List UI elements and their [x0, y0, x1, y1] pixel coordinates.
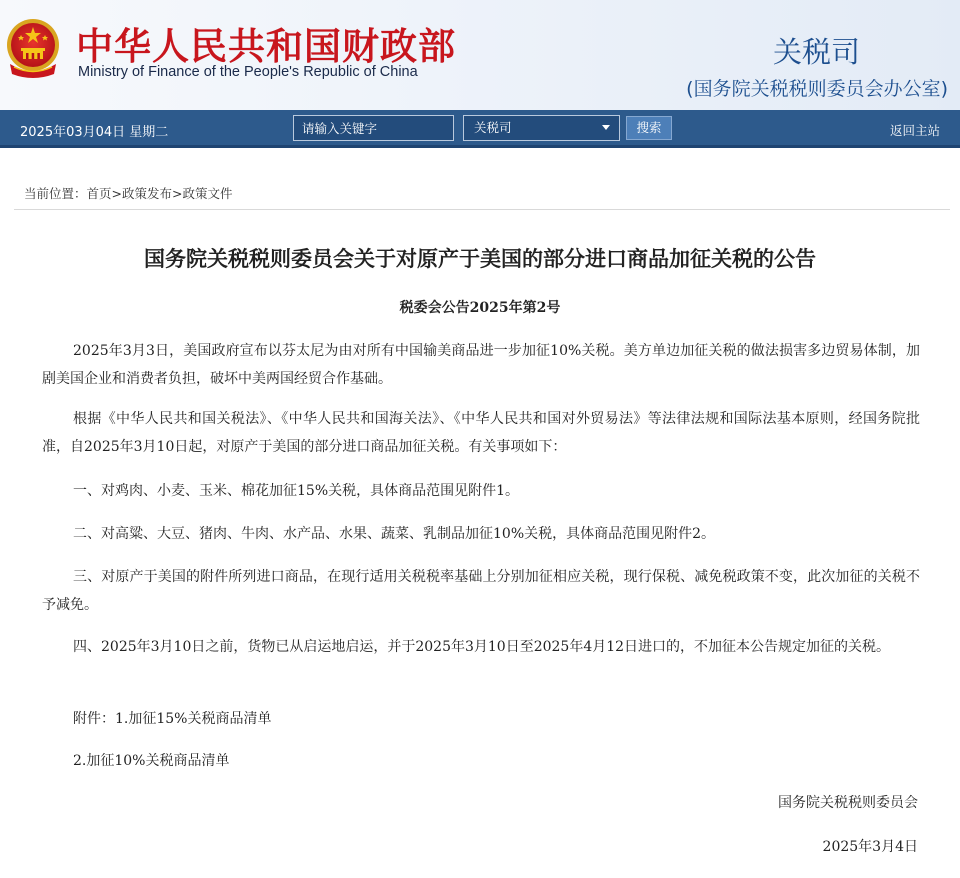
- paragraph-background: 2025年3月3日，美国政府宣布以芬太尼为由对所有中国输美商品进一步加征10%关税。美方单边加征关税的做法损害多边贸易体制，加剧美国企业和消费者负担，破坏中美两国经贸合作基础。: [42, 343, 920, 387]
- document-number: 税委会公告2025年第2号: [399, 300, 561, 316]
- page-title: 国务院关税税则委员会关于对原产于美国的部分进口商品加征关税的公告: [144, 247, 816, 271]
- department-select-value: 关税司: [474, 120, 512, 135]
- paragraph-legal-basis: 根据《中华人民共和国关税法》、《中华人民共和国海关法》、《中华人民共和国对外贸易法》等法律法规和国际法基本原则，经国务院批准，自2025年3月10日起，对原产于美国的部分进口商品加征关税。有关事项如下：: [42, 411, 920, 455]
- nav-bar: [0, 110, 960, 148]
- department-select[interactable]: [463, 115, 620, 141]
- ministry-name-en: Ministry of Finance of the People's Republic of China: [78, 64, 418, 80]
- search-button[interactable]: 搜索: [626, 116, 672, 140]
- breadcrumb: 当前位置：首页>政策发布>政策文件: [24, 186, 233, 201]
- current-date: 2025年03月04日 星期二: [20, 125, 169, 140]
- attachment-link-2[interactable]: 2.加征10%关税商品清单: [73, 753, 230, 769]
- paragraph-item-4: 四、2025年3月10日之前，货物已从启运地启运，并于2025年3月10日至2025年4月12日进口的，不加征本公告规定加征的关税。: [73, 639, 891, 655]
- breadcrumb-divider: [14, 209, 950, 210]
- paragraph-item-1: 一、对鸡肉、小麦、玉米、棉花加征15%关税，具体商品范围见附件1。: [73, 483, 520, 499]
- paragraph-item-3: 三、对原产于美国的附件所列进口商品，在现行适用关税税率基础上分别加征相应关税，现行保税、减免税政策不变，此次加征的关税不予减免。: [42, 569, 920, 613]
- department-subtitle: (国务院关税税则委员会办公室): [686, 78, 948, 100]
- signature-date: 2025年3月4日: [822, 839, 918, 855]
- attachment-link-1[interactable]: 附件：1.加征15%关税商品清单: [73, 711, 272, 727]
- return-home-link[interactable]: 返回主站: [889, 123, 940, 138]
- national-emblem-icon: [4, 18, 62, 80]
- site-header: [0, 0, 960, 110]
- chevron-down-icon: [602, 125, 610, 130]
- signature-organization: 国务院关税税则委员会: [778, 795, 918, 811]
- department-title: 关税司: [772, 35, 860, 69]
- ministry-name-cn: 中华人民共和国财政部: [76, 25, 456, 68]
- search-input[interactable]: [293, 115, 454, 141]
- paragraph-item-2: 二、对高粱、大豆、猪肉、牛肉、水产品、水果、蔬菜、乳制品加征10%关税，具体商品范围见附件2。: [73, 526, 716, 542]
